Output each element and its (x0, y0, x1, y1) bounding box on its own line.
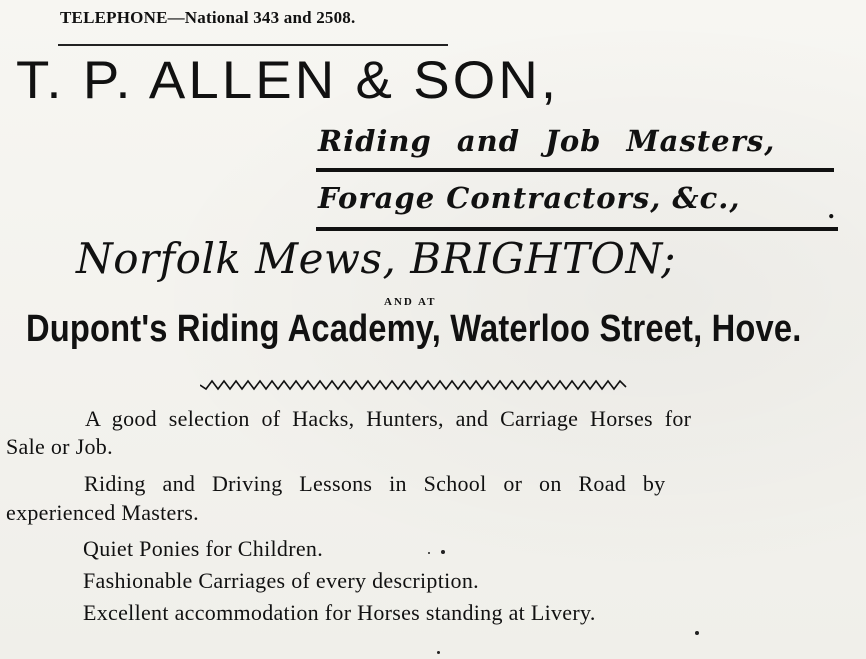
service-lessons-line-1: Riding and Driving Lessons in School or on Road by (84, 471, 666, 496)
ink-speck (695, 631, 699, 635)
service-lessons-line-2: experienced Masters. (6, 500, 199, 525)
ink-speck (428, 552, 430, 554)
trade-rule-1 (316, 168, 834, 172)
trade-line-dot: . (828, 195, 835, 224)
ink-speck (441, 550, 445, 554)
ink-speck (437, 651, 440, 654)
address-primary: Norfolk Mews, BRIGHTON; (76, 234, 676, 283)
zigzag-rule-icon (200, 378, 630, 397)
service-hacks-line-1: A good selection of Hacks, Hunters, and Carriage Horses for (85, 406, 692, 431)
telephone-rule (58, 44, 448, 46)
firm-name: T. P. ALLEN & SON, (16, 51, 560, 110)
service-livery: Excellent accommodation for Horses standing at Livery. (83, 600, 596, 625)
service-hacks-line-2: Sale or Job. (6, 434, 113, 459)
telephone-line: TELEPHONE—National 343 and 2508. (60, 8, 356, 27)
trade-line-forage: Forage Contractors, &c., (318, 181, 741, 215)
trade-line-riding: Riding and Job Masters, (318, 124, 776, 158)
address-connector: AND AT (384, 296, 437, 308)
trade-rule-2 (316, 227, 838, 231)
service-ponies: Quiet Ponies for Children. (83, 536, 323, 561)
service-carriages: Fashionable Carriages of every description. (83, 568, 479, 593)
address-secondary: Dupont's Riding Academy, Waterloo Street, Hove. (26, 308, 802, 350)
